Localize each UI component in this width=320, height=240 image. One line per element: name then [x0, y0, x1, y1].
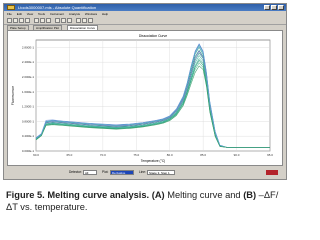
caption-b-label: (B)	[243, 190, 257, 200]
plot-label: Plot:	[102, 170, 109, 174]
software-window	[3, 3, 287, 180]
menu-windows[interactable]: Windows	[84, 12, 98, 16]
menu-file[interactable]: File	[7, 12, 12, 16]
x-tick-label: 95.0	[267, 153, 273, 157]
y-axis-label: Fluorescence	[11, 85, 15, 106]
menu-help[interactable]: Help	[101, 12, 109, 16]
menu-tools[interactable]: Tools	[38, 12, 46, 16]
plate-icon[interactable]	[61, 18, 66, 23]
grid-icon[interactable]	[55, 18, 60, 23]
menu-view[interactable]: View	[26, 12, 34, 16]
detector-select[interactable]: All	[83, 170, 97, 175]
tab-plate-setup[interactable]: Plate Setup	[7, 25, 29, 30]
new-file-icon[interactable]	[7, 18, 12, 23]
stop-icon[interactable]	[82, 18, 87, 23]
close-button[interactable]	[278, 5, 284, 10]
plot-area	[36, 40, 270, 151]
x-tick-label: 85.0	[200, 153, 207, 157]
x-tick-label: 80.0	[166, 153, 173, 157]
tab-dissociation-curve[interactable]: Dissociation Curve	[67, 25, 98, 30]
toolbar	[4, 17, 286, 25]
copy-icon[interactable]	[40, 18, 45, 23]
y-tick-label: 2.400E-1	[21, 60, 34, 65]
x-axis-label: Temperature (°C)	[140, 159, 166, 163]
tab-amplification-plot[interactable]: Amplification Plot	[33, 25, 62, 30]
dissociation-chart	[8, 31, 282, 165]
y-tick-label: 0.000E-1	[21, 149, 34, 153]
save-icon[interactable]	[19, 18, 24, 23]
analyze-icon[interactable]	[88, 18, 93, 23]
status-bar	[7, 168, 283, 178]
detector-label: Detector:	[69, 170, 82, 174]
caption-a-label: (A)	[151, 190, 165, 200]
window-title: Ltools3000007.mls - Absolute Quantification	[18, 5, 97, 10]
y-tick-label: 1.600E-1	[21, 89, 34, 94]
vendor-logo	[266, 170, 278, 175]
y-tick-label: 2.000E-1	[21, 75, 34, 79]
plot-select[interactable]: Derivative	[110, 170, 134, 175]
x-tick-label: 75.0	[133, 153, 140, 157]
open-folder-icon[interactable]	[13, 18, 18, 23]
x-tick-label: 70.0	[99, 153, 106, 157]
chart-panel	[7, 30, 283, 166]
cut-icon[interactable]	[34, 18, 39, 23]
caption-b-text: –ΔF/ΔT vs. temperature.	[6, 190, 279, 212]
chart-title: Dissociation Curve	[138, 34, 168, 38]
minimize-button[interactable]	[264, 5, 270, 10]
menu-analysis[interactable]: Analysis	[68, 12, 81, 16]
x-tick-label: 90.0	[233, 153, 240, 157]
run-icon[interactable]	[76, 18, 81, 23]
title-bar	[4, 4, 286, 11]
y-tick-label: 0.800E-1	[21, 119, 34, 124]
y-tick-label: 2.800E-1	[21, 45, 34, 50]
y-tick-label: 0.400E-1	[21, 134, 34, 139]
figure-caption	[6, 189, 288, 213]
caption-title: Figure 5. Melting curve analysis.	[6, 190, 150, 200]
app-icon	[7, 5, 15, 10]
print-icon[interactable]	[25, 18, 30, 23]
line-select[interactable]: Stage 3, Step 1	[147, 170, 175, 175]
caption-a-text: Melting curve and	[164, 190, 244, 200]
paste-icon[interactable]	[46, 18, 51, 23]
chart-icon[interactable]	[67, 18, 72, 23]
menu-edit[interactable]: Edit	[16, 12, 22, 16]
maximize-button[interactable]	[271, 5, 277, 10]
y-tick-label: 1.200E-1	[21, 104, 34, 109]
x-tick-label: 65.0	[66, 153, 73, 157]
x-tick-label: 60.0	[33, 153, 39, 157]
line-label: Line:	[139, 170, 146, 174]
menu-instrument[interactable]: Instrument	[49, 12, 65, 16]
